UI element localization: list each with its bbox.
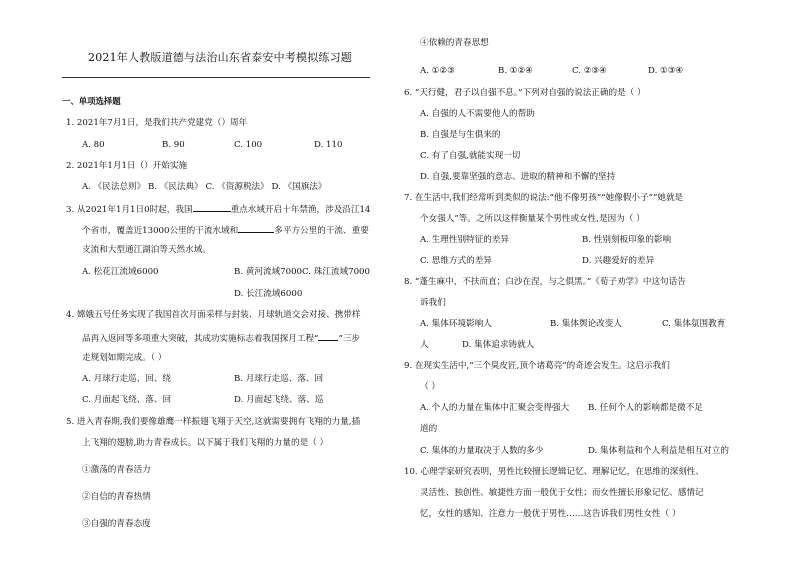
q8-option-a: A. 集体环境影响人 — [420, 319, 492, 329]
q9-option-a: A. 个人的力量在集体中汇聚会变得强大 — [420, 403, 570, 413]
section-heading: 一、单项选择题 — [62, 96, 121, 106]
q9-option-d: D. 集体利益和个人利益是相互对立的 — [588, 446, 729, 456]
q6-option-d: D. 自强,要靠坚强的意志、进取的精神和不懈的坚持 — [420, 172, 616, 182]
q1-option-c: C. 100 — [234, 140, 263, 150]
q7-option-c: C. 思维方式的差异 — [420, 256, 492, 266]
q8-line-2: 诉我们 — [420, 298, 446, 308]
q5-line-2: 上飞翔的翅膀,助力青春成长。以下属于我们飞翔的力量的是（ ） — [82, 438, 329, 448]
q7-option-b: B. 性别刻板印象的影响 — [582, 235, 672, 245]
q7-option-d: D. 兴趣爱好的差异 — [582, 256, 655, 266]
q6-stem: 6. “天行健，君子以自强不息。”下列对自强的说法正确的是（ ） — [404, 88, 646, 98]
q3-line-3: 支流和大型通江湖泊等天然水域。 — [82, 245, 211, 255]
q4-option-c: C. 月面起飞绕、落、回 — [82, 395, 172, 405]
q8-line-1: 8. “蓬生麻中，不扶而直；白沙在涅，与之俱黑。”《荀子劝学》中这句话告 — [404, 277, 686, 287]
q3-option-b: B. 黄河流域7000 — [234, 267, 303, 277]
q4-line-1: 4. 嫦娥五号任务实现了我国首次月面采样与封装、月球轨道交会对接、携带样 — [66, 310, 361, 320]
q6-option-c: C. 有了自强,就能实现一切 — [420, 151, 521, 161]
q1-option-b: B. 90 — [162, 140, 185, 150]
q4-option-d: D. 月面起飞绕、落、巡 — [234, 395, 324, 405]
q10-line-2: 灵活性、独创性、敏捷性方面一般优于女性；而女性擅长形象记忆、感情记 — [420, 488, 704, 498]
q5-option-d: D. ①③④ — [648, 66, 684, 76]
q3-option-a: A. 松花江流域6000 — [82, 267, 159, 277]
q3-option-c: C. 珠江流域7000 — [302, 267, 370, 277]
q9-option-b: B. 任何个人的影响都是微不足 — [588, 403, 703, 413]
q7-line-1: 7. 在生活中,我们经常听到类似的说法:“他不像男孩”“她像假小子”“她就是 — [404, 193, 684, 203]
q8-option-b: B. 集体舆论改变人 — [550, 319, 622, 329]
q5-item-4: ④依赖的青春思想 — [420, 38, 489, 48]
q3-blank-2 — [238, 224, 274, 233]
q7-option-a: A. 生理性别特征的差异 — [420, 235, 510, 245]
q3-line-1: 3. 从2021年1月1日0时起，我国 重点水域开启十年禁渔，涉及沿江14 — [66, 205, 371, 215]
q3-blank-1 — [193, 203, 231, 212]
q1-stem: 1. 2021年7月1日，是我们共产党建党（）周年 — [66, 118, 248, 128]
q5-option-a: A. ①②③ — [420, 66, 455, 76]
q6-option-a: A. 自强的人不需要他人的帮助 — [420, 109, 535, 119]
q3-option-d: D. 长江流域6000 — [234, 289, 303, 299]
q5-item-2: ②自信的青春热情 — [82, 492, 151, 502]
q9-option-c: C. 集体的力量取决于人数的多少 — [420, 446, 544, 456]
q8-option-d: D. 集体追求铸就人 — [462, 340, 535, 350]
q9-line-2: （ ） — [420, 382, 440, 392]
q4-option-b: B. 月球行走巡、落、回 — [234, 374, 324, 384]
q4-line-3: 走规划如期完成。（ ） — [82, 353, 167, 363]
q4-line-2: 品再入返回等多项重大突破，其成功实施标志着我国探月工程“ ”三步 — [82, 334, 361, 344]
q8-option-c-cont: 人 — [420, 340, 429, 350]
q10-line-3: 忆，女性的感知、注意力一般优于男性……这告诉我们男性女性（ ） — [420, 509, 681, 519]
q3-line-2: 个省市，覆盖近13000公里的干流水域和 多平方公里的干流、重要 — [82, 226, 369, 236]
q4-option-a: A. 月球行走巡、回、绕 — [82, 374, 172, 384]
q5-option-b: B. ①②④ — [498, 66, 533, 76]
page-title: 2021年人教版道德与法治山东省泰安中考模拟练习题 — [88, 51, 352, 64]
q9-option-b-cont: 道的 — [420, 424, 438, 434]
q7-line-2: 个女强人”等。之所以这样衡量某个男性或女性,是因为（ ） — [420, 214, 645, 224]
q5-option-c: C. ②③④ — [572, 66, 607, 76]
q5-item-1: ①激荡的青春活力 — [82, 465, 151, 475]
q9-line-1: 9. 在现实生活中,“三个臭皮匠,顶个诸葛亮”的奇迹会发生。这启示我们 — [404, 361, 670, 371]
q1-option-d: D. 110 — [314, 140, 343, 150]
q5-item-3: ③自强的青春态度 — [82, 519, 151, 529]
q8-option-c: C. 集体氛围教育 — [662, 319, 726, 329]
q4-blank — [318, 332, 338, 341]
title-underline — [62, 77, 370, 78]
q10-line-1: 10. 心理学家研究表明，男性比较擅长逻辑记忆、理解记忆，在思维的深刻性、 — [404, 467, 704, 477]
q5-line-1: 5. 进入青春期,我们要像雄鹰一样振翅飞翔于天空,这就需要拥有飞翔的力量,插 — [66, 417, 361, 427]
q1-option-a: A. 80 — [82, 140, 105, 150]
q2-options: A. 《民法总则》 B. 《民法典》 C. 《资源税法》 D. 《国旗法》 — [82, 182, 327, 192]
q2-stem: 2. 2021年1月1日（）开始实施 — [66, 161, 188, 171]
q6-option-b: B. 自强是与生俱来的 — [420, 130, 501, 140]
